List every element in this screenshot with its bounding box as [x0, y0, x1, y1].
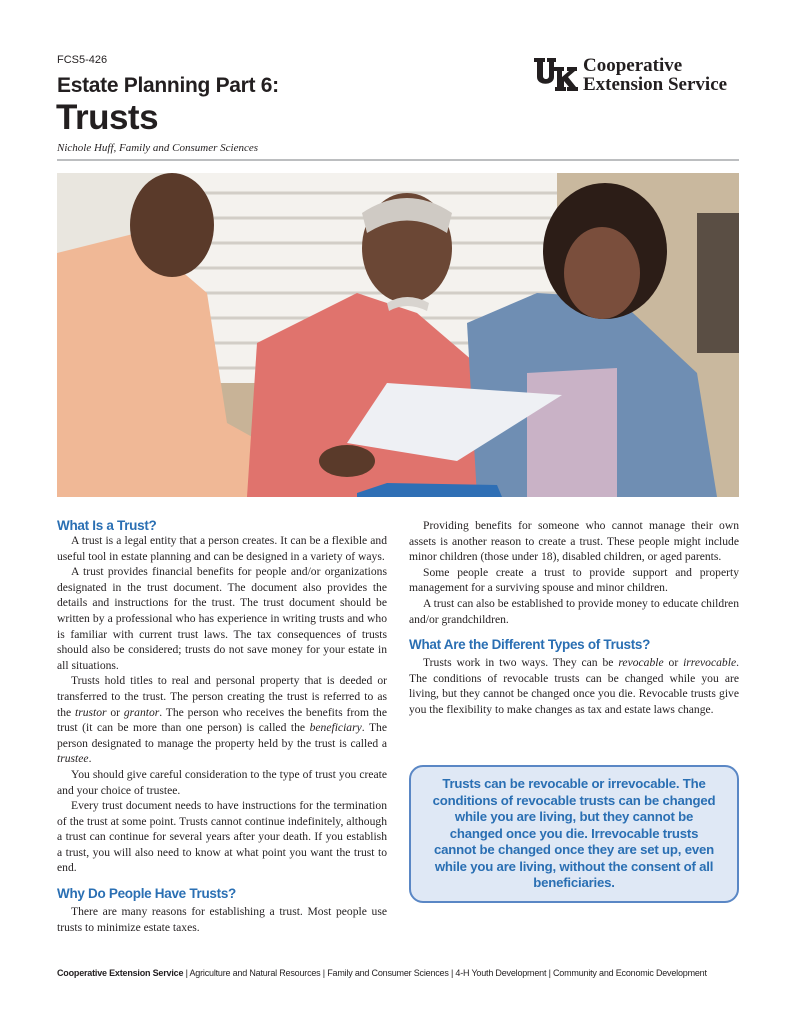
footer	[57, 968, 747, 978]
paragraph: Every trust document needs to have instructions for the termination of the trust at some point. Trusts cannot continue indefinitely, although a trust can continue for several years after your death. If you establish a trust, you will also need to know at what point you want the trust to end.	[57, 799, 387, 875]
paragraph: A trust provides financial benefits for people and/or organizations designated in the trust document. The document also provides the details and instructions for the trust. The trust document should be written by a professional who has experience in writing trusts and who is familiar with current trust laws. The tax consequences of trusts should also be considered; trusts do not save money for your estate in all situations.	[57, 565, 387, 672]
cover-photo	[57, 173, 739, 497]
header-divider	[57, 159, 739, 161]
page-title: Trusts	[56, 98, 159, 137]
paragraph: A trust can also be established to provide money to educate children and/or grandchildren.	[409, 596, 739, 626]
uk-logo-icon	[533, 55, 579, 93]
heading-why-do-people-have-trusts: Why Do People Have Trusts?	[57, 886, 236, 902]
series-title: Estate Planning Part 6:	[57, 74, 279, 97]
paragraph: Providing benefits for someone who cannot manage their own assets is another reason to create a trust. These people might include minor children (those under 18), disabled children, or aged parents.	[409, 519, 739, 564]
footer-programs: | Agriculture and Natural Resources | Family and Consumer Sciences | 4-H Youth Development | Community and Economic Development	[183, 968, 707, 978]
paragraph: You should give careful consideration to the type of trust you create and your choice of trustee.	[57, 767, 387, 797]
paragraph: There are many reasons for establishing a trust. Most people use trusts to minimize estate taxes.	[57, 905, 387, 934]
heading-what-is-a-trust: What Is a Trust?	[57, 518, 157, 533]
callout-text: Trusts can be revocable or irrevocable. The conditions of revocable trusts can be changed while you are living, but they cannot be changed once you die. Irrevocable trusts cannot be changed once they are set up, even while you are living, without the consent of all beneficiaries.	[432, 776, 716, 891]
publication-code: FCS5-426	[57, 54, 108, 66]
left-column	[57, 518, 387, 935]
paragraph: Some people create a trust to provide support and property management for a surviving spouse and minor children.	[409, 565, 739, 595]
paragraph: Trusts hold titles to real and personal property that is deeded or transferred to the trust. The person creating the trust is referred to as the trustor or grantor. The person who receives the benefits from the trust (it can be more than one person) is called the beneficiary. The person designated to manage the property held by the trust is called a trustee.	[57, 674, 387, 766]
logo-text-line2: Extension Service	[583, 74, 728, 95]
uk-extension-logo	[533, 55, 743, 95]
logo-text-line1: Cooperative	[583, 55, 683, 76]
pull-quote-callout	[409, 765, 739, 903]
footer-org: Cooperative Extension Service	[57, 968, 184, 978]
right-column	[409, 518, 739, 718]
paragraph: Trusts work in two ways. They can be revocable or irrevocable. The conditions of revocable trusts can be changed while you are living, but they cannot be changed once you die. Revocable trusts give you the flexibility to make changes as tax and estate laws change.	[409, 656, 739, 716]
author-line: Nichole Huff, Family and Consumer Sciences	[57, 142, 259, 154]
paragraph: A trust is a legal entity that a person creates. It can be a flexible and useful tool in estate planning and can be designed in a variety of ways.	[57, 534, 387, 563]
heading-types-of-trusts: What Are the Different Types of Trusts?	[409, 637, 651, 653]
